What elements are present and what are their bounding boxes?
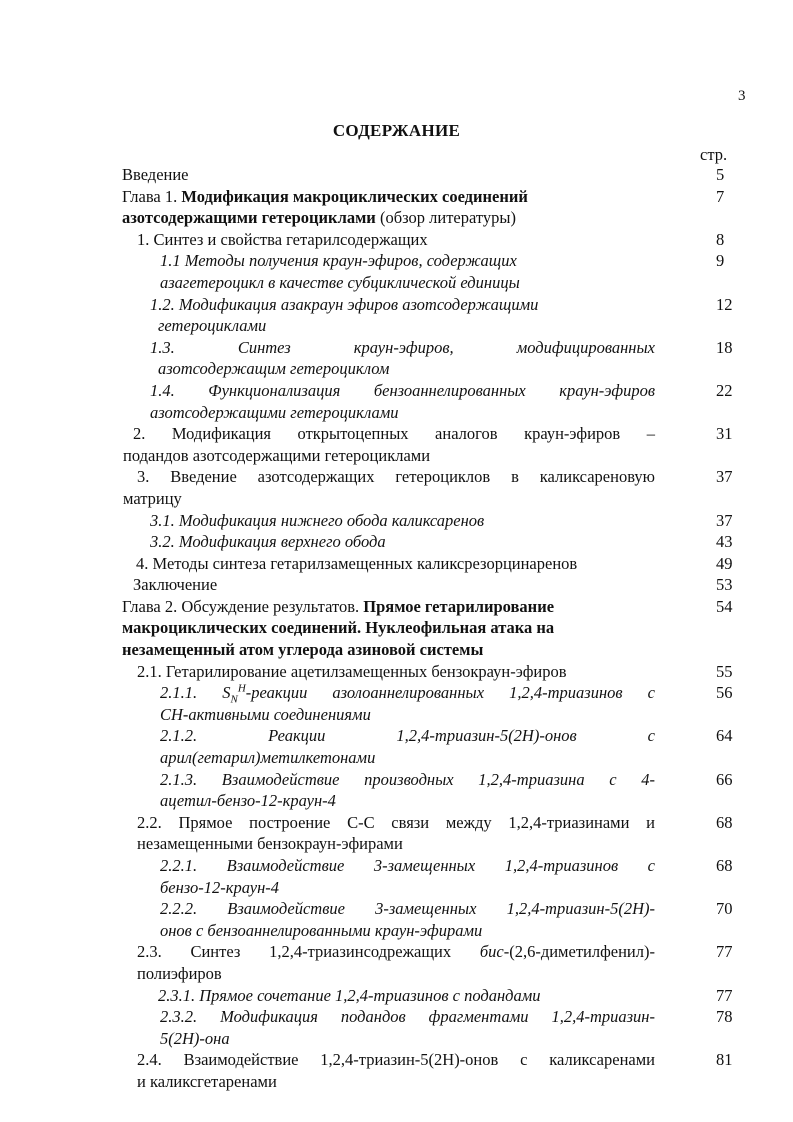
toc-entry-section-2-1-3[interactable]: 2.1.3. Взаимодействие производных 1,2,4-триазина с 4- ацетил-бензо-12-краун-4 66 — [0, 769, 793, 812]
toc-page-number: 9 — [716, 251, 725, 271]
toc-page-number: 78 — [716, 1007, 733, 1027]
page-column-label: стр. — [700, 145, 728, 164]
toc-page-number: 56 — [716, 683, 733, 703]
toc-entry-section-1[interactable]: 1. Синтез и свойства гетарилсодержащих 8 — [0, 229, 793, 251]
toc-entry-section-3-1[interactable]: 3.1. Модификация нижнего обода каликсаренов 37 — [0, 510, 793, 532]
page-number: 3 — [738, 88, 746, 104]
toc-entry-section-1-2[interactable]: 1.2. Модификация азакраун эфиров азотсодержащими гетероциклами 12 — [0, 294, 793, 337]
toc-page-number: 5 — [716, 165, 725, 184]
toc-page-number: 77 — [716, 985, 733, 1005]
toc-entry-section-3[interactable]: 3. Введение азотсодержащих гетероциклов в каликсареновую матрицу 37 — [0, 466, 793, 509]
toc-entry-section-2-2-1[interactable]: 2.2.1. Взаимодействие 3-замещенных 1,2,4-триазинов с бензо-12-краун-4 68 — [0, 855, 793, 898]
toc-entry-section-2-3[interactable]: 2.3. Синтез 1,2,4-триазинсодрежащих бис-(2,6-диметилфенил)- полиэфиров 77 — [0, 941, 793, 984]
toc-page-number: 7 — [716, 186, 725, 206]
toc-entry-section-2-3-2[interactable]: 2.3.2. Модификация подандов фрагментами 1,2,4-триазин- 5(2H)-она 78 — [0, 1006, 793, 1049]
toc-entry-chapter-1[interactable]: Глава 1. Модификация макроциклических соединений азотсодержащими гетероциклами (обзор литературы) 7 — [0, 186, 793, 229]
toc-entry-section-4[interactable]: 4. Методы синтеза гетарилзамещенных каликсрезорцинаренов 49 — [0, 553, 793, 575]
toc-entry-section-2-1-2[interactable]: 2.1.2. Реакции 1,2,4-триазин-5(2H)-онов с арил(гетарил)метилкетонами 64 — [0, 725, 793, 768]
toc-entry-section-2-2-2[interactable]: 2.2.2. Взаимодействие 3-замещенных 1,2,4-триазин-5(2H)- онов с бензоаннелированными краун-эфирами 70 — [0, 898, 793, 941]
toc-page-number: 43 — [716, 532, 733, 552]
toc-page-number: 68 — [716, 812, 733, 832]
toc-page-number: 68 — [716, 856, 733, 875]
toc-entry-section-3-2[interactable]: 3.2. Модификация верхнего обода 43 — [0, 531, 793, 553]
page-title: СОДЕРЖАНИЕ — [332, 121, 461, 140]
toc-entry-section-2-2[interactable]: 2.2. Прямое построение C-C связи между 1,2,4-триазинами и незамещенными бензокраун-эфирами 68 — [0, 812, 793, 855]
toc-entry-section-2[interactable]: 2. Модификация открытоцепных аналогов краун-эфиров – подандов азотсодержащими гетероциклами 31 — [0, 423, 793, 466]
toc-page-number: 70 — [716, 899, 733, 919]
toc-page-number: 31 — [716, 424, 733, 444]
toc-page-number: 81 — [716, 1050, 733, 1070]
toc-page-number: 64 — [716, 726, 733, 746]
toc-entry-section-1-1[interactable]: 1.1 Методы получения краун-эфиров, содержащих азагетероцикл в качестве субциклической единицы 9 — [0, 250, 793, 293]
toc-page-number: 77 — [716, 942, 733, 962]
toc-entry-section-2-3-1[interactable]: 2.3.1. Прямое сочетание 1,2,4-триазинов с подандами 77 — [0, 985, 793, 1007]
toc-page-number: 66 — [716, 769, 733, 789]
toc-page-number: 54 — [716, 596, 733, 616]
toc-page-number: 53 — [716, 575, 733, 595]
toc-entry-section-2-1[interactable]: 2.1. Гетарилирование ацетилзамещенных бензокраун-эфиров 55 — [0, 661, 793, 683]
toc-entry-section-1-3[interactable]: 1.3. Синтез краун-эфиров, модифицированных азотсодержащим гетероциклом 18 — [0, 337, 793, 380]
toc-page-number: 12 — [716, 294, 733, 314]
toc-entry-section-2-1-1[interactable]: 2.1.1. $S_N^H$-реакции азолоаннелированных 1,2,4-триазинов с CH-активными соединениями 56 — [0, 682, 793, 725]
toc-page-number: 37 — [716, 510, 733, 530]
table-of-contents — [0, 164, 793, 1093]
toc-page-number: 22 — [716, 380, 733, 400]
toc-page-number: 55 — [716, 661, 733, 681]
toc-page-number: 18 — [716, 337, 733, 357]
toc-page-number: 37 — [716, 467, 733, 487]
toc-entry-section-1-4[interactable]: 1.4. Функционализация бензоаннелированных краун-эфиров азотсодержащими гетероциклами 22 — [0, 380, 793, 423]
toc-entry-conclusion[interactable]: Заключение 53 — [0, 574, 793, 596]
toc-entry-section-2-4[interactable]: 2.4. Взаимодействие 1,2,4-триазин-5(2H)-онов с каликсаренами и каликсгетаренами 81 — [0, 1049, 793, 1092]
toc-entry-chapter-2[interactable]: Глава 2. Обсуждение результатов. Прямое гетарилирование макроциклических соединений. Нуклеофильная атака на незамещенный атом углерода азиновой системы 54 — [0, 596, 793, 661]
toc-page-number: 8 — [716, 229, 725, 249]
toc-entry-intro[interactable]: Введение 5 — [0, 164, 793, 186]
toc-page-number: 49 — [716, 553, 733, 573]
